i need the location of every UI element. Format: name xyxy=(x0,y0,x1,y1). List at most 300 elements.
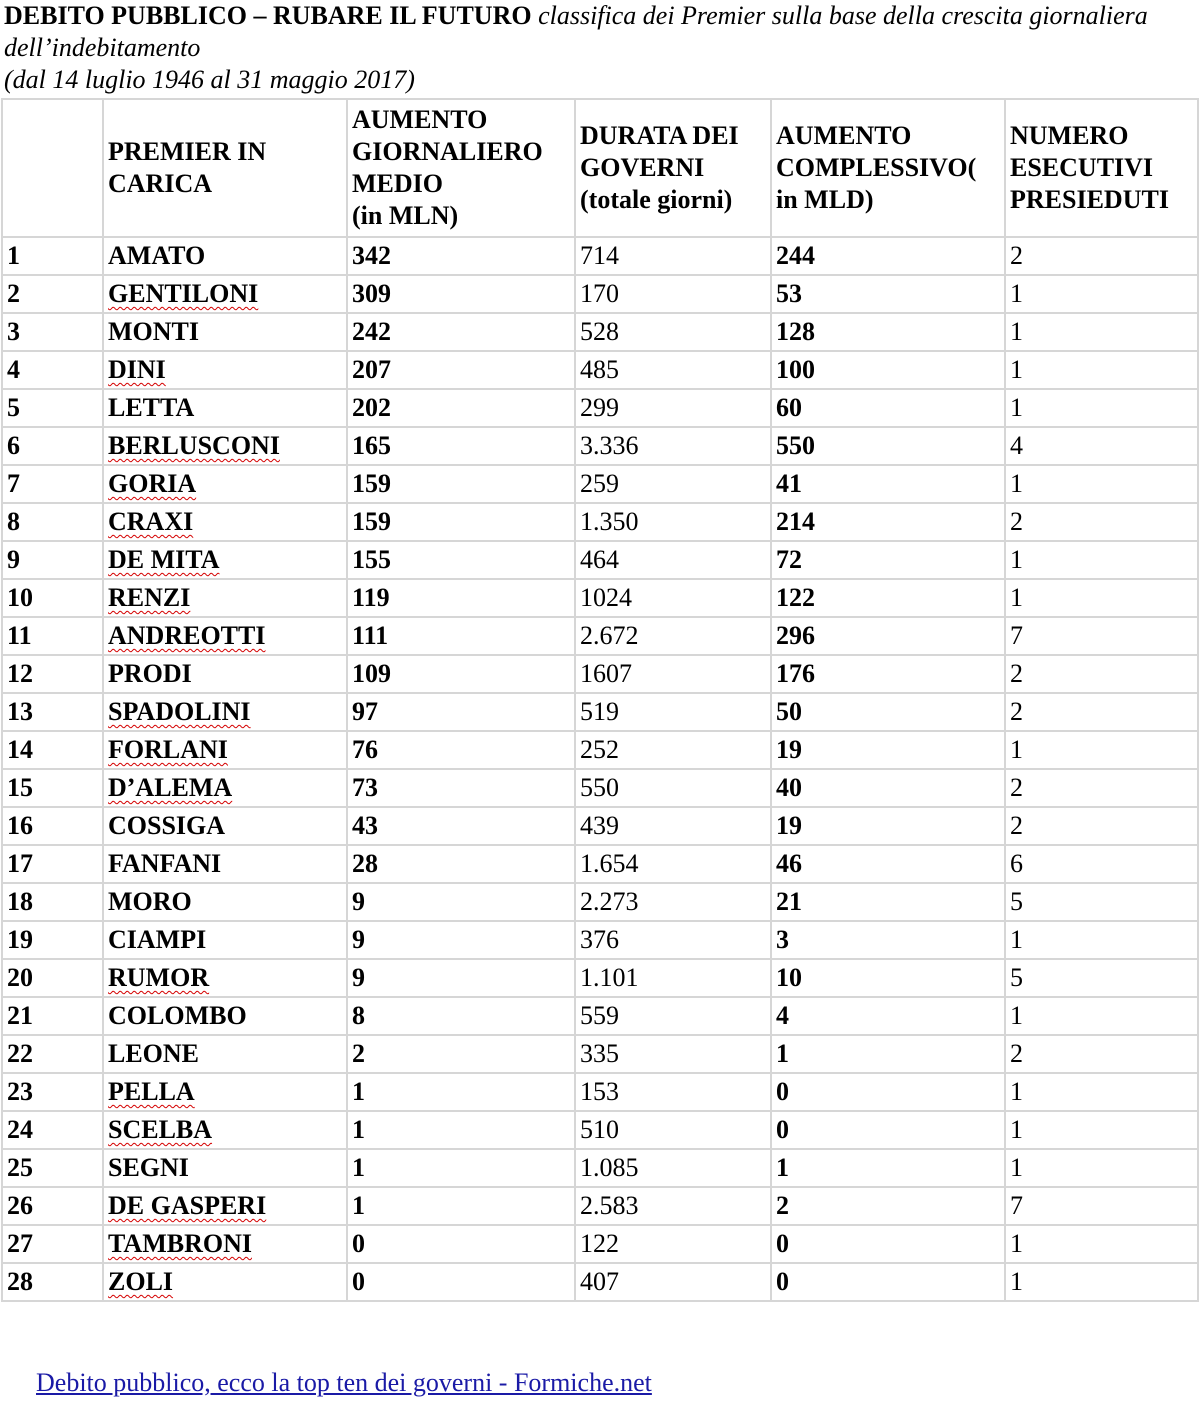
total-increase-cell-text: 100 xyxy=(776,355,815,384)
table-row xyxy=(2,275,1198,313)
premier-cell xyxy=(103,1073,347,1111)
header-cabinets-line2: ESECUTIVI xyxy=(1010,153,1154,182)
table-row xyxy=(2,921,1198,959)
table-row xyxy=(2,997,1198,1035)
table-row xyxy=(2,1149,1198,1187)
total-increase-cell-text: 0 xyxy=(776,1229,789,1258)
cabinets-cell xyxy=(1005,1187,1198,1225)
header-duration-line3: (totale giorni) xyxy=(580,185,733,214)
debt-ranking-table xyxy=(1,98,1199,1302)
premier-cell xyxy=(103,731,347,769)
duration-cell-text: 528 xyxy=(580,317,619,346)
rank-cell xyxy=(2,427,103,465)
cabinets-cell-text: 1 xyxy=(1010,735,1023,764)
rank-cell-text: 25 xyxy=(7,1153,33,1182)
duration-cell-text: 2.672 xyxy=(580,621,639,650)
rank-cell-text: 17 xyxy=(7,849,33,878)
total-increase-cell xyxy=(771,1149,1005,1187)
title-bold: DEBITO PUBBLICO – RUBARE IL FUTURO xyxy=(4,1,532,30)
duration-cell xyxy=(575,655,771,693)
duration-cell xyxy=(575,693,771,731)
total-increase-cell-text: 296 xyxy=(776,621,815,650)
premier-cell xyxy=(103,275,347,313)
duration-cell xyxy=(575,237,771,275)
rank-cell xyxy=(2,1187,103,1225)
premier-cell-text: BERLUSCONI xyxy=(108,431,280,460)
rank-cell-text: 19 xyxy=(7,925,33,954)
daily-increase-cell-text: 97 xyxy=(352,697,378,726)
cabinets-cell xyxy=(1005,1149,1198,1187)
total-increase-cell xyxy=(771,275,1005,313)
premier-cell-text: RENZI xyxy=(108,583,191,612)
duration-cell-text: 1.085 xyxy=(580,1153,639,1182)
total-increase-cell-text: 21 xyxy=(776,887,802,916)
cabinets-cell-text: 7 xyxy=(1010,621,1023,650)
cabinets-cell xyxy=(1005,579,1198,617)
rank-cell xyxy=(2,351,103,389)
document-title xyxy=(4,0,1194,96)
total-increase-cell-text: 122 xyxy=(776,583,815,612)
duration-cell-text: 259 xyxy=(580,469,619,498)
daily-increase-cell xyxy=(347,959,575,997)
premier-cell-text: AMATO xyxy=(108,241,206,270)
table-row xyxy=(2,1225,1198,1263)
daily-increase-cell-text: 202 xyxy=(352,393,391,422)
total-increase-cell xyxy=(771,845,1005,883)
title-period: (dal 14 luglio 1946 al 31 maggio 2017) xyxy=(4,65,415,94)
premier-cell-text: ZOLI xyxy=(108,1267,174,1296)
daily-increase-cell-text: 0 xyxy=(352,1267,365,1296)
daily-increase-cell-text: 159 xyxy=(352,469,391,498)
table-row xyxy=(2,1073,1198,1111)
premier-cell xyxy=(103,1149,347,1187)
total-increase-cell-text: 0 xyxy=(776,1077,789,1106)
cabinets-cell xyxy=(1005,883,1198,921)
total-increase-cell xyxy=(771,351,1005,389)
total-increase-cell xyxy=(771,313,1005,351)
cabinets-cell xyxy=(1005,1073,1198,1111)
total-increase-cell xyxy=(771,1073,1005,1111)
rank-cell xyxy=(2,275,103,313)
premier-cell-text: LETTA xyxy=(108,393,195,422)
duration-cell-text: 170 xyxy=(580,279,619,308)
duration-cell xyxy=(575,769,771,807)
daily-increase-cell xyxy=(347,769,575,807)
rank-cell xyxy=(2,921,103,959)
daily-increase-cell-text: 73 xyxy=(352,773,378,802)
table-row xyxy=(2,845,1198,883)
duration-cell xyxy=(575,1225,771,1263)
rank-cell-text: 28 xyxy=(7,1267,33,1296)
rank-cell xyxy=(2,237,103,275)
total-increase-cell-text: 72 xyxy=(776,545,802,574)
cabinets-cell-text: 2 xyxy=(1010,659,1023,688)
daily-increase-cell-text: 309 xyxy=(352,279,391,308)
duration-cell-text: 1024 xyxy=(580,583,632,612)
premier-cell xyxy=(103,883,347,921)
premier-cell xyxy=(103,503,347,541)
rank-cell-text: 26 xyxy=(7,1191,33,1220)
daily-increase-cell xyxy=(347,427,575,465)
cabinets-cell xyxy=(1005,617,1198,655)
duration-cell xyxy=(575,275,771,313)
duration-cell xyxy=(575,389,771,427)
header-cabinets xyxy=(1005,99,1198,237)
table-row xyxy=(2,769,1198,807)
cabinets-cell-text: 2 xyxy=(1010,1039,1023,1068)
duration-cell-text: 407 xyxy=(580,1267,619,1296)
premier-cell-text: FANFANI xyxy=(108,849,222,878)
premier-cell xyxy=(103,465,347,503)
total-increase-cell-text: 53 xyxy=(776,279,802,308)
daily-increase-cell xyxy=(347,1225,575,1263)
premier-cell xyxy=(103,351,347,389)
daily-increase-cell xyxy=(347,1111,575,1149)
duration-cell-text: 439 xyxy=(580,811,619,840)
total-increase-cell-text: 19 xyxy=(776,735,802,764)
table-row xyxy=(2,579,1198,617)
table-row xyxy=(2,503,1198,541)
rank-cell xyxy=(2,693,103,731)
rank-cell-text: 13 xyxy=(7,697,33,726)
duration-cell xyxy=(575,959,771,997)
premier-cell-text: COLOMBO xyxy=(108,1001,247,1030)
duration-cell xyxy=(575,579,771,617)
cabinets-cell-text: 1 xyxy=(1010,1229,1023,1258)
duration-cell xyxy=(575,503,771,541)
cabinets-cell-text: 1 xyxy=(1010,279,1023,308)
duration-cell-text: 1.654 xyxy=(580,849,639,878)
header-cabinets-line1: NUMERO xyxy=(1010,121,1129,150)
cabinets-cell xyxy=(1005,997,1198,1035)
daily-increase-cell xyxy=(347,655,575,693)
premier-cell-text: SPADOLINI xyxy=(108,697,251,726)
cabinets-cell-text: 2 xyxy=(1010,773,1023,802)
table-row xyxy=(2,465,1198,503)
premier-cell-text: PELLA xyxy=(108,1077,195,1106)
premier-cell xyxy=(103,1263,347,1301)
rank-cell-text: 4 xyxy=(7,355,20,384)
cabinets-cell xyxy=(1005,1225,1198,1263)
table-row xyxy=(2,389,1198,427)
total-increase-cell xyxy=(771,731,1005,769)
rank-cell-text: 12 xyxy=(7,659,33,688)
duration-cell-text: 252 xyxy=(580,735,619,764)
daily-increase-cell-text: 1 xyxy=(352,1115,365,1144)
duration-cell-text: 714 xyxy=(580,241,619,270)
total-increase-cell-text: 128 xyxy=(776,317,815,346)
total-increase-cell-text: 60 xyxy=(776,393,802,422)
rank-cell xyxy=(2,997,103,1035)
total-increase-cell-text: 19 xyxy=(776,811,802,840)
rank-cell xyxy=(2,313,103,351)
premier-cell-text: SEGNI xyxy=(108,1153,189,1182)
cabinets-cell xyxy=(1005,351,1198,389)
daily-increase-cell-text: 1 xyxy=(352,1077,365,1106)
cabinets-cell-text: 1 xyxy=(1010,1001,1023,1030)
total-increase-cell xyxy=(771,1035,1005,1073)
premier-cell-text: CIAMPI xyxy=(108,925,207,954)
duration-cell-text: 519 xyxy=(580,697,619,726)
premier-cell-text: SCELBA xyxy=(108,1115,213,1144)
cabinets-cell xyxy=(1005,389,1198,427)
duration-cell-text: 153 xyxy=(580,1077,619,1106)
total-increase-cell xyxy=(771,997,1005,1035)
rank-cell xyxy=(2,883,103,921)
cabinets-cell xyxy=(1005,541,1198,579)
rank-cell xyxy=(2,1111,103,1149)
total-increase-cell xyxy=(771,883,1005,921)
cabinets-cell xyxy=(1005,655,1198,693)
daily-increase-cell-text: 1 xyxy=(352,1153,365,1182)
premier-cell xyxy=(103,921,347,959)
table-row xyxy=(2,237,1198,275)
cabinets-cell-text: 7 xyxy=(1010,1191,1023,1220)
daily-increase-cell xyxy=(347,579,575,617)
total-increase-cell-text: 1 xyxy=(776,1153,789,1182)
premier-cell xyxy=(103,1225,347,1263)
total-increase-cell xyxy=(771,541,1005,579)
cabinets-cell xyxy=(1005,921,1198,959)
rank-cell xyxy=(2,465,103,503)
total-increase-cell xyxy=(771,579,1005,617)
total-increase-cell-text: 50 xyxy=(776,697,802,726)
daily-increase-cell xyxy=(347,1263,575,1301)
daily-increase-cell-text: 109 xyxy=(352,659,391,688)
total-increase-cell-text: 550 xyxy=(776,431,815,460)
daily-increase-cell-text: 155 xyxy=(352,545,391,574)
cabinets-cell-text: 1 xyxy=(1010,1153,1023,1182)
daily-increase-cell-text: 43 xyxy=(352,811,378,840)
premier-cell-text: TAMBRONI xyxy=(108,1229,252,1258)
duration-cell xyxy=(575,883,771,921)
premier-cell xyxy=(103,1035,347,1073)
duration-cell-text: 2.273 xyxy=(580,887,639,916)
duration-cell-text: 485 xyxy=(580,355,619,384)
rank-cell xyxy=(2,1035,103,1073)
header-row xyxy=(2,99,1198,237)
premier-cell-text: D’ALEMA xyxy=(108,773,233,802)
header-duration-line2: GOVERNI xyxy=(580,153,705,182)
total-increase-cell-text: 10 xyxy=(776,963,802,992)
daily-increase-cell-text: 165 xyxy=(352,431,391,460)
premier-cell-text: FORLANI xyxy=(108,735,228,764)
premier-cell-text: CRAXI xyxy=(108,507,194,536)
premier-cell xyxy=(103,237,347,275)
header-premier xyxy=(103,99,347,237)
table-row xyxy=(2,959,1198,997)
cabinets-cell xyxy=(1005,237,1198,275)
daily-increase-cell xyxy=(347,731,575,769)
rank-cell xyxy=(2,1225,103,1263)
premier-cell xyxy=(103,845,347,883)
rank-cell-text: 16 xyxy=(7,811,33,840)
header-premier-line1: PREMIER IN xyxy=(108,137,267,166)
cabinets-cell xyxy=(1005,731,1198,769)
rank-cell xyxy=(2,959,103,997)
cabinets-cell xyxy=(1005,769,1198,807)
total-increase-cell xyxy=(771,807,1005,845)
rank-cell-text: 7 xyxy=(7,469,20,498)
daily-increase-cell xyxy=(347,693,575,731)
daily-increase-cell xyxy=(347,997,575,1035)
rank-cell-text: 23 xyxy=(7,1077,33,1106)
cabinets-cell xyxy=(1005,503,1198,541)
total-increase-cell xyxy=(771,503,1005,541)
premier-cell xyxy=(103,997,347,1035)
table-row xyxy=(2,351,1198,389)
rank-cell-text: 3 xyxy=(7,317,20,346)
premier-cell-text: COSSIGA xyxy=(108,811,226,840)
daily-increase-cell-text: 9 xyxy=(352,963,365,992)
duration-cell xyxy=(575,807,771,845)
duration-cell xyxy=(575,921,771,959)
duration-cell xyxy=(575,617,771,655)
total-increase-cell xyxy=(771,959,1005,997)
header-total-increase xyxy=(771,99,1005,237)
duration-cell xyxy=(575,1187,771,1225)
header-daily-line4: (in MLN) xyxy=(352,201,459,230)
total-increase-cell xyxy=(771,769,1005,807)
duration-cell xyxy=(575,731,771,769)
daily-increase-cell xyxy=(347,1149,575,1187)
rank-cell xyxy=(2,655,103,693)
duration-cell xyxy=(575,465,771,503)
daily-increase-cell xyxy=(347,313,575,351)
total-increase-cell xyxy=(771,427,1005,465)
premier-cell-text: GORIA xyxy=(108,469,197,498)
cabinets-cell-text: 2 xyxy=(1010,697,1023,726)
premier-cell-text: MONTI xyxy=(108,317,199,346)
rank-cell xyxy=(2,579,103,617)
rank-cell-text: 14 xyxy=(7,735,33,764)
cabinets-cell xyxy=(1005,427,1198,465)
cabinets-cell-text: 1 xyxy=(1010,317,1023,346)
daily-increase-cell xyxy=(347,503,575,541)
rank-cell-text: 6 xyxy=(7,431,20,460)
rank-cell xyxy=(2,1073,103,1111)
rank-cell-text: 21 xyxy=(7,1001,33,1030)
daily-increase-cell-text: 2 xyxy=(352,1039,365,1068)
daily-increase-cell-text: 9 xyxy=(352,925,365,954)
total-increase-cell-text: 214 xyxy=(776,507,815,536)
daily-increase-cell-text: 242 xyxy=(352,317,391,346)
rank-cell-text: 20 xyxy=(7,963,33,992)
daily-increase-cell-text: 342 xyxy=(352,241,391,270)
table-row xyxy=(2,313,1198,351)
total-increase-cell-text: 3 xyxy=(776,925,789,954)
duration-cell xyxy=(575,351,771,389)
daily-increase-cell-text: 28 xyxy=(352,849,378,878)
duration-cell xyxy=(575,541,771,579)
table-row xyxy=(2,693,1198,731)
source-link[interactable]: Debito pubblico, ecco la top ten dei governi - Formiche.net xyxy=(36,1368,652,1397)
premier-cell-text: GENTILONI xyxy=(108,279,259,308)
cabinets-cell-text: 2 xyxy=(1010,507,1023,536)
cabinets-cell-text: 6 xyxy=(1010,849,1023,878)
rank-cell-text: 10 xyxy=(7,583,33,612)
header-cabinets-line3: PRESIEDUTI xyxy=(1010,185,1169,214)
duration-cell-text: 2.583 xyxy=(580,1191,639,1220)
daily-increase-cell xyxy=(347,1035,575,1073)
daily-increase-cell xyxy=(347,1073,575,1111)
premier-cell xyxy=(103,1187,347,1225)
table-row xyxy=(2,617,1198,655)
daily-increase-cell xyxy=(347,389,575,427)
daily-increase-cell-text: 0 xyxy=(352,1229,365,1258)
header-daily-line1: AUMENTO xyxy=(352,105,488,134)
total-increase-cell-text: 176 xyxy=(776,659,815,688)
premier-cell xyxy=(103,655,347,693)
cabinets-cell-text: 2 xyxy=(1010,811,1023,840)
rank-cell-text: 27 xyxy=(7,1229,33,1258)
premier-cell-text: DINI xyxy=(108,355,166,384)
cabinets-cell xyxy=(1005,1035,1198,1073)
duration-cell-text: 376 xyxy=(580,925,619,954)
total-increase-cell-text: 2 xyxy=(776,1191,789,1220)
rank-cell-text: 2 xyxy=(7,279,20,308)
premier-cell-text: RUMOR xyxy=(108,963,210,992)
duration-cell xyxy=(575,427,771,465)
cabinets-cell-text: 1 xyxy=(1010,925,1023,954)
premier-cell xyxy=(103,807,347,845)
table-row xyxy=(2,1187,1198,1225)
title-subtitle: classifica dei Premier sulla base della crescita giornaliera dell’indebitamento xyxy=(4,1,1148,62)
daily-increase-cell-text: 76 xyxy=(352,735,378,764)
header-total-line2: COMPLESSIVO( xyxy=(776,153,977,182)
rank-cell xyxy=(2,731,103,769)
total-increase-cell-text: 4 xyxy=(776,1001,789,1030)
daily-increase-cell xyxy=(347,1187,575,1225)
premier-cell xyxy=(103,427,347,465)
daily-increase-cell xyxy=(347,351,575,389)
total-increase-cell xyxy=(771,655,1005,693)
cabinets-cell-text: 1 xyxy=(1010,393,1023,422)
header-total-line1: AUMENTO xyxy=(776,121,912,150)
rank-cell xyxy=(2,1149,103,1187)
cabinets-cell xyxy=(1005,807,1198,845)
cabinets-cell-text: 1 xyxy=(1010,1115,1023,1144)
table-row xyxy=(2,1111,1198,1149)
rank-cell-text: 24 xyxy=(7,1115,33,1144)
duration-cell-text: 1.350 xyxy=(580,507,639,536)
duration-cell-text: 1.101 xyxy=(580,963,639,992)
cabinets-cell-text: 5 xyxy=(1010,963,1023,992)
rank-cell xyxy=(2,807,103,845)
header-premier-line2: CARICA xyxy=(108,169,212,198)
premier-cell xyxy=(103,579,347,617)
daily-increase-cell xyxy=(347,617,575,655)
duration-cell-text: 3.336 xyxy=(580,431,639,460)
daily-increase-cell-text: 207 xyxy=(352,355,391,384)
cabinets-cell-text: 1 xyxy=(1010,469,1023,498)
header-duration xyxy=(575,99,771,237)
cabinets-cell xyxy=(1005,845,1198,883)
total-increase-cell xyxy=(771,617,1005,655)
daily-increase-cell xyxy=(347,465,575,503)
total-increase-cell xyxy=(771,1111,1005,1149)
rank-cell xyxy=(2,503,103,541)
total-increase-cell xyxy=(771,237,1005,275)
cabinets-cell-text: 1 xyxy=(1010,545,1023,574)
table-row xyxy=(2,731,1198,769)
rank-cell xyxy=(2,617,103,655)
total-increase-cell-text: 0 xyxy=(776,1115,789,1144)
duration-cell xyxy=(575,1111,771,1149)
rank-cell xyxy=(2,1263,103,1301)
duration-cell xyxy=(575,313,771,351)
daily-increase-cell-text: 119 xyxy=(352,583,390,612)
